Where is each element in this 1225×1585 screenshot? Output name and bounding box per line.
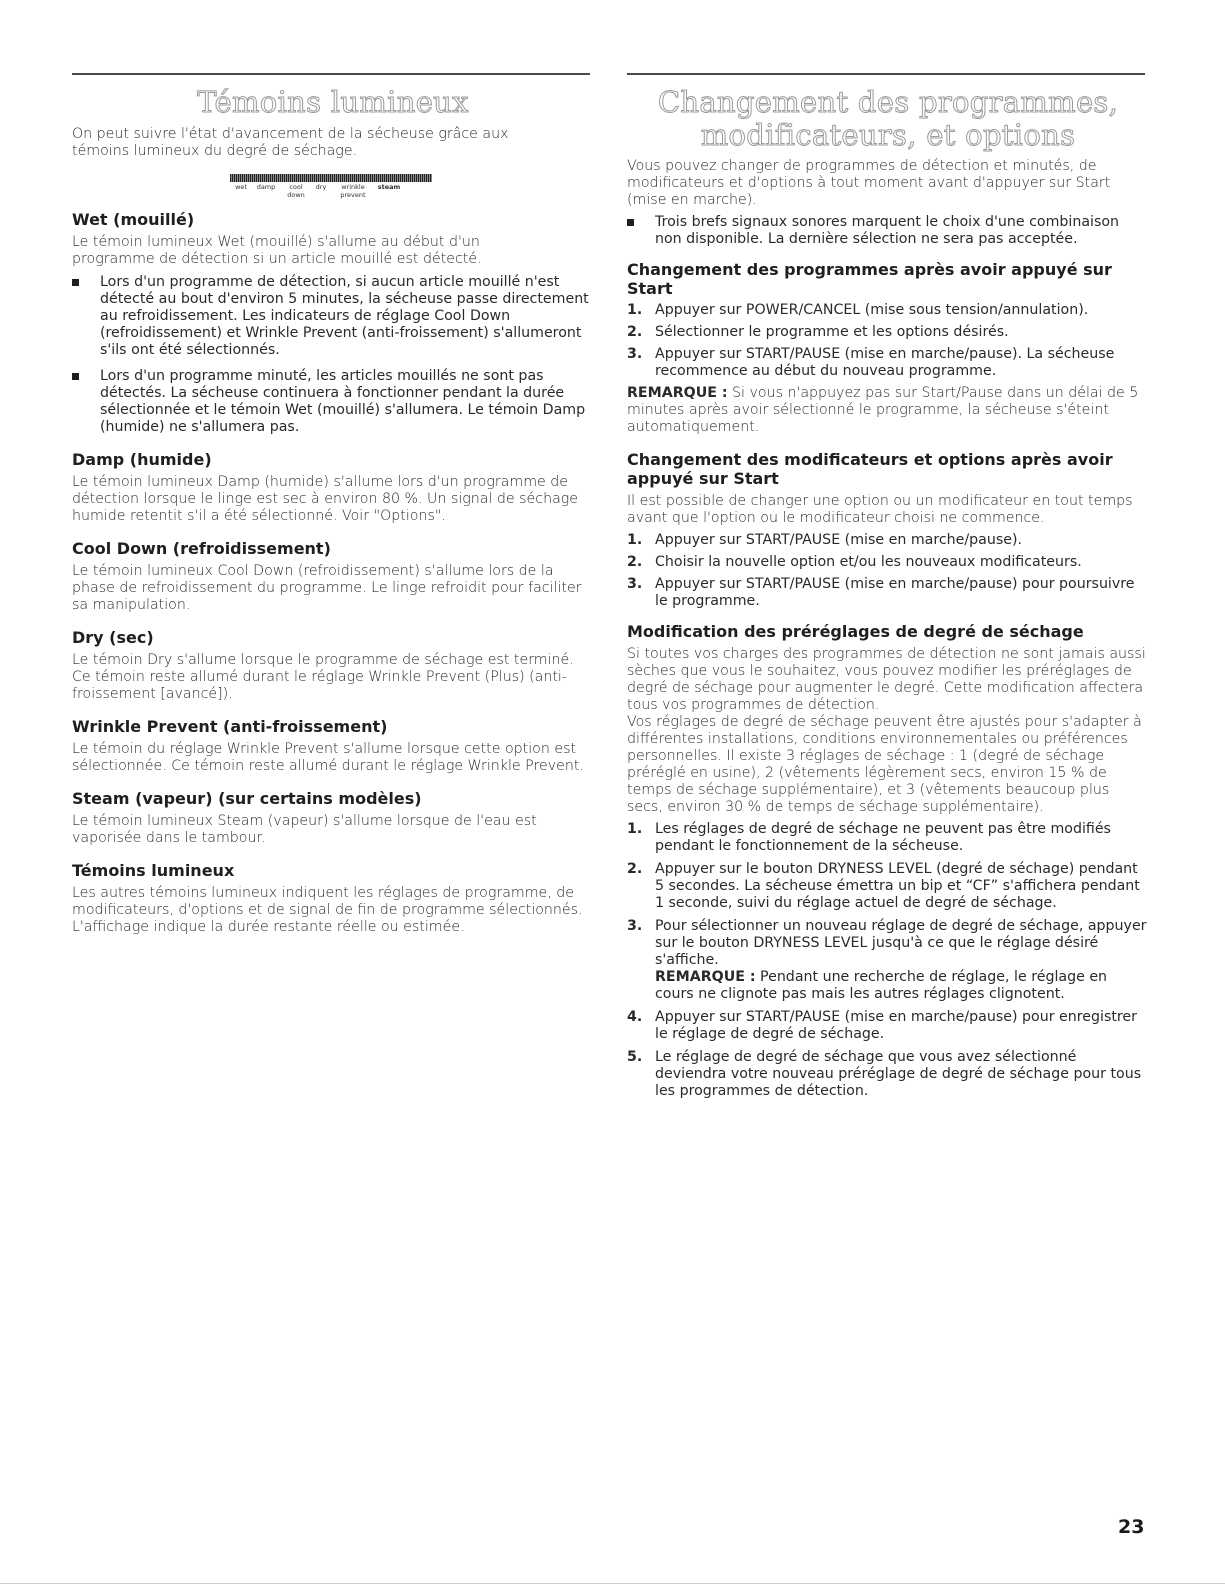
body-damp: Le témoin lumineux Damp (humide) s'allume lors d'un programme de détection lorsque le linge est sec à environ 80 %. Un signal de séchage humide retentit s'il a été sélectionné. Voir "Options". [72,474,579,524]
note-label: REMARQUE : [655,969,756,985]
right-column [627,0,1149,1100]
list-item: 5. Le réglage de degré de séchage que vous avez sélectionné deviendra votre nouveau préréglage de degré de séchage pour tous les programmes de détection. [627,1049,1142,1099]
list-item: 4. Appuyer sur START/PAUSE (mise en marche/pause) pour enregistrer le réglage de degré de séchage. [627,1009,1137,1042]
right-section-title-line2: modificateurs, et options [700,118,1076,152]
list-item [72,368,594,436]
note-label: REMARQUE : [627,385,728,401]
left-section-title: Témoins lumineux [197,85,469,119]
heading-cool-down: Cool Down (refroidissement) [72,539,331,558]
heading-change-programs: Changement des programmes après avoir appuyé sur Start [627,260,1112,298]
right-intro: Vous pouvez changer de programmes de détection et minutés, de modificateurs et d'options à tout moment avant d'appuyer sur Start (mise en marche). [627,158,1111,208]
list-item-text: Appuyer sur START/PAUSE (mise en marche/pause) pour enregistrer le réglage de degré de séchage. [655,1009,1137,1042]
page-number: 23 [1118,1516,1145,1538]
right-section-title-line1: Changement des programmes, [657,85,1119,119]
indicator-bar [230,174,432,182]
list-item: 2. Sélectionner le programme et les options désirés. [627,324,1009,340]
heading-wrinkle-prevent: Wrinkle Prevent (anti-froissement) [72,717,388,736]
change-programs-note [627,385,1149,436]
body-wrinkle-prevent: Le témoin du réglage Wrinkle Prevent s'allume lorsque cette option est sélectionnée. Ce témoin reste allumé durant le réglage Wrinkle Prevent. [72,741,584,774]
body-wet: Le témoin lumineux Wet (mouillé) s'allume au début d'un programme de détection si un article mouillé est détecté. [72,234,482,267]
note-text: Pendant une recherche de réglage, le réglage en cours ne clignote pas mais les autres réglages clignotent. [655,969,1108,1002]
bullet-square-icon [72,279,79,286]
list-item-text: Trois brefs signaux sonores marquent le choix d'une combinaison non disponible. La dernière sélection ne sera pas acceptée. [655,214,1120,247]
left-intro: On peut suivre l'état d'avancement de la sécheuse grâce aux témoins lumineux du degré de séchage. [72,126,509,159]
list-item-text: Choisir la nouvelle option et/ou les nouveaux modificateurs. [655,554,1082,570]
modify-presets-steps [627,821,1149,1100]
list-item [72,274,594,359]
list-item: 3. Appuyer sur START/PAUSE (mise en marche/pause). La sécheuse recommence au début du nouveau programme. [627,346,1115,379]
indicator-label-damp: damp [256,183,276,191]
body-dry: Le témoin Dry s'allume lorsque le programme de séchage est terminé. Ce témoin reste allumé durant le réglage Wrinkle Prevent (Plus) (anti-froissement [avancé]). [72,652,574,702]
list-item-text: Appuyer sur START/PAUSE (mise en marche/pause). [655,532,1023,548]
heading-wet: Wet (mouillé) [72,210,195,229]
list-item-text: Lors d'un programme minuté, les articles mouillés ne sont pas détectés. La sécheuse continuera à fonctionner pendant la durée sélectionnée et le témoin Wet (mouillé) s'allumera. Le témoin Damp (humide) ne s'allumera pas. [100,368,586,435]
body-steam: Le témoin lumineux Steam (vapeur) s'allume lorsque de l'eau est vaporisée dans le tambour. [72,813,537,846]
body-cool-down: Le témoin lumineux Cool Down (refroidissement) s'allume lors de la phase de refroidissement du programme. Le linge refroidit pour faciliter sa manipulation. [72,563,582,613]
list-item-text: Le réglage de degré de séchage que vous avez sélectionné deviendra votre nouveau préréglage de degré de séchage pour tous les programmes de détection. [655,1049,1142,1099]
list-item-text: Sélectionner le programme et les options désirés. [655,324,1009,340]
list-item-text: Pour sélectionner un nouveau réglage de degré de séchage, appuyer sur le bouton DRYNESS LEVEL jusqu'à ce que le réglage désiré s'affiche. [655,918,1147,968]
right-intro-bullet-list [627,214,1149,248]
indicator-strip [72,170,594,210]
list-item-text: Appuyer sur le bouton DRYNESS LEVEL (degré de séchage) pendant 5 secondes. La sécheuse émettra un bip et “CF” s'affichera pendant 1 seconde, suivi du réglage actuel de degré de séchage. [655,861,1140,911]
list-item-text: Appuyer sur START/PAUSE (mise en marche/pause). La sécheuse recommence au début du nouveau programme. [655,346,1115,379]
wet-bullet-list [72,274,594,436]
body-temoins-lumineux: Les autres témoins lumineux indiquent les réglages de programme, de modificateurs, d'options et de signal de fin de programme sélectionnés. L'affichage indique la durée restante réelle ou estimée. [72,885,583,935]
body-modify-presets-1: Si toutes vos charges des programmes de détection ne sont jamais aussi sèches que vous le souhaitez, vous pouvez modifier les préréglages de degré de séchage pour augmenter le degré. Cette modification affectera tous vos programmes de détection. [627,646,1146,713]
list-item-text: Les réglages de degré de séchage ne peuvent pas être modifiés pendant le fonctionnement de la sécheuse. [655,821,1111,854]
list-item: 1. Appuyer sur POWER/CANCEL (mise sous tension/annulation). [627,302,1089,318]
change-modifiers-steps [627,532,1149,610]
list-item-text: Lors d'un programme de détection, si aucun article mouillé n'est détecté au bout d'environ 5 minutes, la sécheuse passe directement au refroidissement. Les indicateurs de réglage Cool Down (refroidissement) et Wrinkle Prevent (anti-froissement) s'allumeront s'ils ont été sélectionnés. [100,274,589,358]
list-item: 3. Appuyer sur START/PAUSE (mise en marche/pause) pour poursuivre le programme. [627,576,1135,609]
indicator-label-cool-down: cool down [287,183,305,199]
heading-change-modifiers: Changement des modificateurs et options après avoir appuyé sur Start [627,450,1113,488]
bullet-square-icon [627,219,634,226]
note-text: Si vous n'appuyez pas sur Start/Pause dans un délai de 5 minutes après avoir sélectionné le programme, la sécheuse s'éteint automatiquement. [627,385,1139,435]
bullet-square-icon [72,373,79,380]
heading-steam: Steam (vapeur) (sur certains modèles) [72,789,422,808]
left-column [72,0,594,936]
list-item: 3. Pour sélectionner un nouveau réglage de degré de séchage, appuyer sur le bouton DRYNESS LEVEL jusqu'à ce que le réglage désiré s'affiche. REMARQUE : Pendant une recherche de réglage, le réglage en cours ne clignote pas mais les autres réglages clignotent. [627,918,1147,1002]
list-item: 2. Appuyer sur le bouton DRYNESS LEVEL (degré de séchage) pendant 5 secondes. La sécheuse émettra un bip et “CF” s'affichera pendant 1 seconde, suivi du réglage actuel de degré de séchage. [627,861,1140,911]
list-item-text: Appuyer sur START/PAUSE (mise en marche/pause) pour poursuivre le programme. [655,576,1135,609]
change-programs-steps [627,302,1149,380]
bottom-edge-line [0,1583,1225,1584]
list-item: 1. Les réglages de degré de séchage ne peuvent pas être modifiés pendant le fonctionnement de la sécheuse. [627,821,1111,854]
list-item: 1. Appuyer sur START/PAUSE (mise en marche/pause). [627,532,1023,548]
list-item-text: Appuyer sur POWER/CANCEL (mise sous tension/annulation). [655,302,1089,318]
list-item [627,214,1149,248]
list-item: 2. Choisir la nouvelle option et/ou les nouveaux modificateurs. [627,554,1082,570]
body-modify-presets-2: Vos réglages de degré de séchage peuvent être ajustés pour s'adapter à différentes installations, conditions environnementales ou préférences personnelles. Il existe 3 réglages de séchage : 1 (degré de séchage préréglé en usine), 2 (vêtements légèrement secs, environ 15 % de temps de séchage supplémentaire), et 3 (vêtements beaucoup plus secs, environ 30 % de temps de séchage supplémentaire). [627,714,1142,815]
indicator-label-steam: steam [377,183,401,191]
heading-temoins-lumineux: Témoins lumineux [72,861,235,880]
heading-damp: Damp (humide) [72,450,212,469]
heading-modify-presets: Modification des préréglages de degré de séchage [627,622,1084,641]
heading-dry: Dry (sec) [72,628,154,647]
body-change-modifiers: Il est possible de changer une option ou un modificateur en tout temps avant que l'option ou le modificateur choisi ne commence. [627,493,1133,526]
indicator-label-dry: dry [315,183,327,191]
indicator-label-wet: wet [235,183,247,191]
indicator-label-wrinkle-prevent: wrinkle prevent [340,183,366,199]
